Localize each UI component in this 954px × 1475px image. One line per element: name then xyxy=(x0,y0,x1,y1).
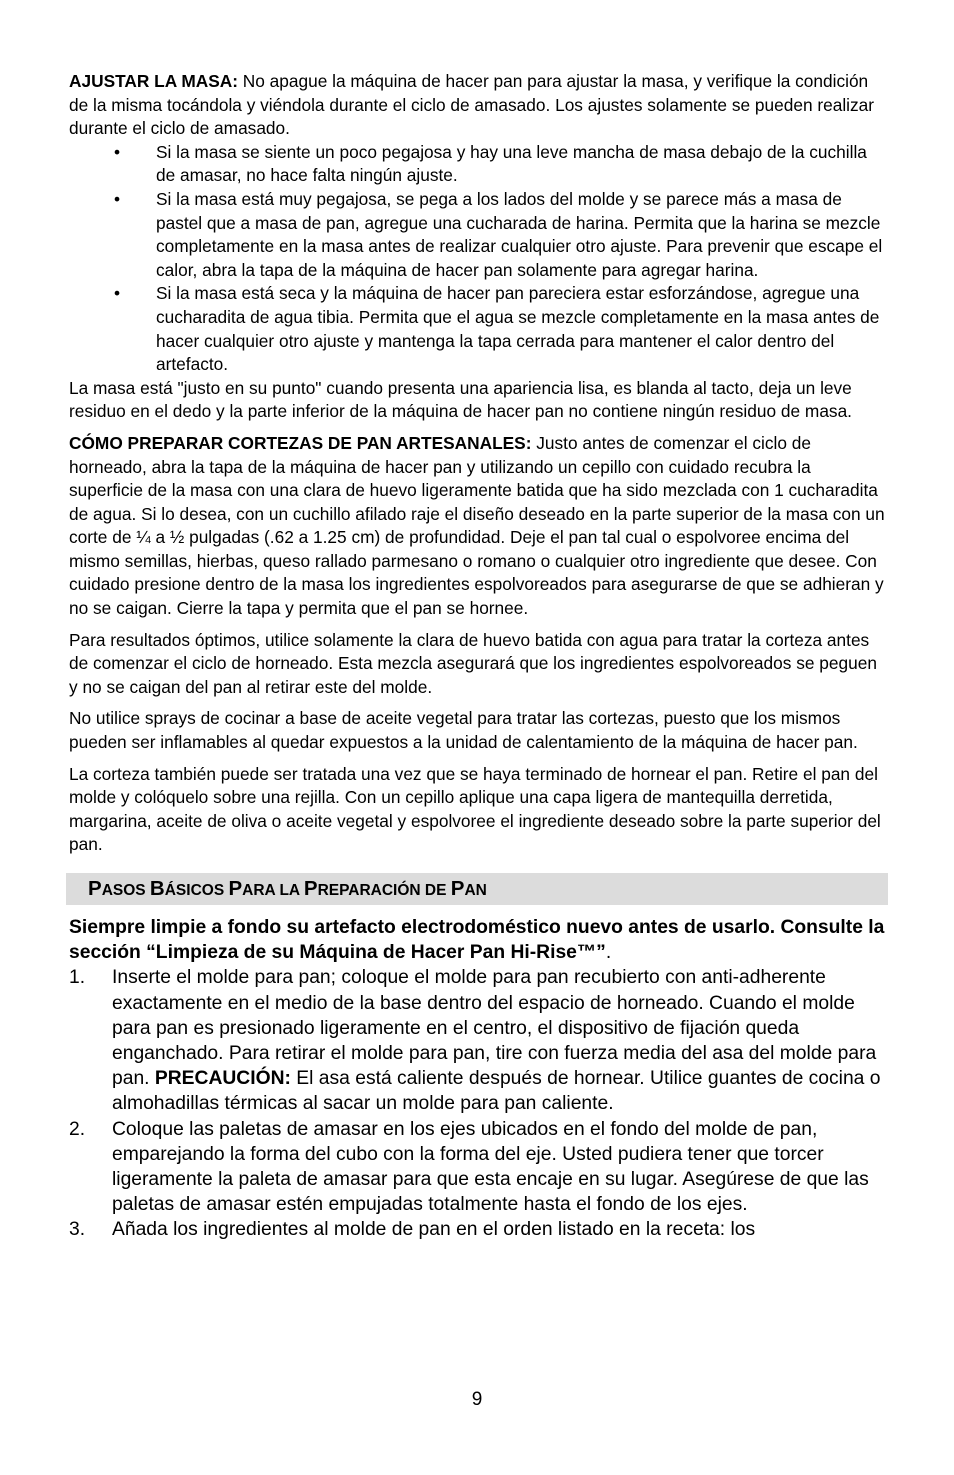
adjust-bullet-list xyxy=(69,141,887,377)
bullet-text: Si la masa está seca y la máquina de hacer pan pareciera estar esforzándose, agregue una cucharadita de agua tibia. Permita que el agua se mezcle completamente en la masa antes de hacer cualquier otro ajuste y mantenga la tapa cerrada para mantener el calor dentro del artefacto. xyxy=(156,283,880,375)
bullet-symbol: • xyxy=(114,283,121,304)
adjust-label: AJUSTAR LA MASA: xyxy=(69,71,238,91)
section-heading xyxy=(66,873,888,905)
step-number: 2. xyxy=(69,1118,86,1140)
step-text: Añada los ingredientes al molde de pan en el orden listado en la receta: los xyxy=(112,1219,756,1241)
heading-word: PASOS xyxy=(88,877,150,900)
step-text-continued: El asa está caliente después de hornear. Utilice guantes de cocina o almohadillas térmicas al sacar un molde para pan caliente. xyxy=(112,1068,881,1115)
steps-list xyxy=(69,965,887,1242)
bullet-item xyxy=(69,188,887,282)
heading-word: PARA LA xyxy=(228,877,304,900)
crust-paragraph-4: La corteza también puede ser tratada una vez que se haya terminado de hornear el pan. Retire el pan del molde y colóquelo sobre una rejilla. Con un cepillo aplique una capa ligera de mantequilla derretida, margarina, aceite de oliva o aceite vegetal y espolvoree el ingrediente deseado sobre la parte superior del pan. xyxy=(69,763,881,855)
heading-word: BÁSICOS xyxy=(149,877,229,900)
adjust-paragraph xyxy=(69,70,887,141)
bullet-symbol: • xyxy=(114,188,121,209)
bullet-symbol: • xyxy=(114,141,121,162)
crust-paragraph-2: Para resultados óptimos, utilice solamente la clara de huevo batida con agua para tratar la corteza antes de comenzar el ciclo de horneado. Esta mezcla asegurará que los ingredientes espolvoreados se peguen y no se caigan del pan al retirar este del molde. xyxy=(69,629,877,697)
crust-label: CÓMO PREPARAR CORTEZAS DE PAN ARTESANALES: xyxy=(69,432,532,453)
adjust-closing: La masa está "justo en su punto" cuando presenta una apariencia lisa, es blanda al tacto, deja un leve residuo en el dedo y la parte inferior de la máquina de hacer pan no contiene ningún residuo de masa. xyxy=(69,377,852,422)
step-text: Inserte el molde para pan; coloque el molde para pan recubierto con anti-adherente exactamente en el medio de la base dentro del espacio de horneado. Cuando el molde para pan es presionado ligeramente en el centro, el dispositivo de fijación queda enganchado. Para retirar el molde para pan, tire con fuerza media del asa del molde para pan. xyxy=(112,967,877,1090)
step-item xyxy=(69,965,887,1116)
heading-word: PREPARACIÓN DE xyxy=(303,877,451,900)
caution-label: PRECAUCIÓN: xyxy=(154,1068,291,1090)
section-intro: Siempre limpie a fondo su artefacto electrodoméstico nuevo antes de usarlo. Consulte la sección “Limpieza de su Máquina de Hacer Pan Hi-Rise™”. xyxy=(69,917,885,964)
step-number: 3. xyxy=(69,1219,86,1241)
page-number: 9 xyxy=(471,1389,483,1410)
adjust-text: No apague la máquina de hacer pan para ajustar la masa, y verifique la condición de la misma tocándola y viéndola durante el ciclo de amasado. Los ajustes solamente se pueden realizar durante el ciclo de amasado. xyxy=(69,71,875,139)
step-item xyxy=(69,1217,887,1242)
step-item xyxy=(69,1117,887,1218)
bullet-item xyxy=(69,282,887,376)
document-page xyxy=(69,70,887,1243)
crust-paragraph xyxy=(69,432,887,621)
step-number: 1. xyxy=(69,967,86,989)
heading-word: PAN xyxy=(450,877,487,900)
step-text: Coloque las paletas de amasar en los ejes ubicados en el fondo del molde de pan, emparejando la forma del cubo con la forma del eje. Usted pudiera tener que torcer ligeramente la paleta de amasar para que esta encaje en su lugar. Asegúrese de que las paletas de amasar estén empujadas totalmente hasta el fondo de los ejes. xyxy=(112,1118,869,1216)
bullet-item xyxy=(69,141,887,188)
bullet-text: Si la masa está muy pegajosa, se pega a los lados del molde y se parece más a masa de pastel que a masa de pan, agregue una cucharada de harina. Permita que la harina se mezcle completamente en la masa antes de realizar cualquier otro ajuste. Para prevenir que escape el calor, abra la tapa de la máquina de hacer pan solamente para agregar harina. xyxy=(156,188,883,280)
crust-paragraph-3: No utilice sprays de cocinar a base de aceite vegetal para tratar las cortezas, puesto que los mismos pueden ser inflamables al quedar expuestos a la unidad de calentamiento de la máquina de hacer pan. xyxy=(69,708,858,753)
crust-text: Justo antes de comenzar el ciclo de horneado, abra la tapa de la máquina de hacer pan y utilizando un cepillo con cuidado recubra la superficie de la masa con una clara de huevo ligeramente batida que ha sido mezclada con 1 cucharadita de agua. Si lo desea, con un cuchillo afilado raje el diseño deseado en la parte superior de la masa con un corte de ¼ a ½ pulgadas (.62 a 1.25 cm) de profundidad. Deje el pan tal cual o espolvoree encima del mismo semillas, hierbas, queso rallado parmesano o romano o cualquier otro ingrediente que desee. Con cuidado presione dentro de la masa los ingredientes espolvoreados para asegurarse de que se adhieran y no se caigan. Cierre la tapa y permita que el pan se hornee. xyxy=(69,432,885,619)
bullet-text: Si la masa se siente un poco pegajosa y hay una leve mancha de masa debajo de la cuchilla de amasar, no hace falta ningún ajuste. xyxy=(156,141,867,186)
